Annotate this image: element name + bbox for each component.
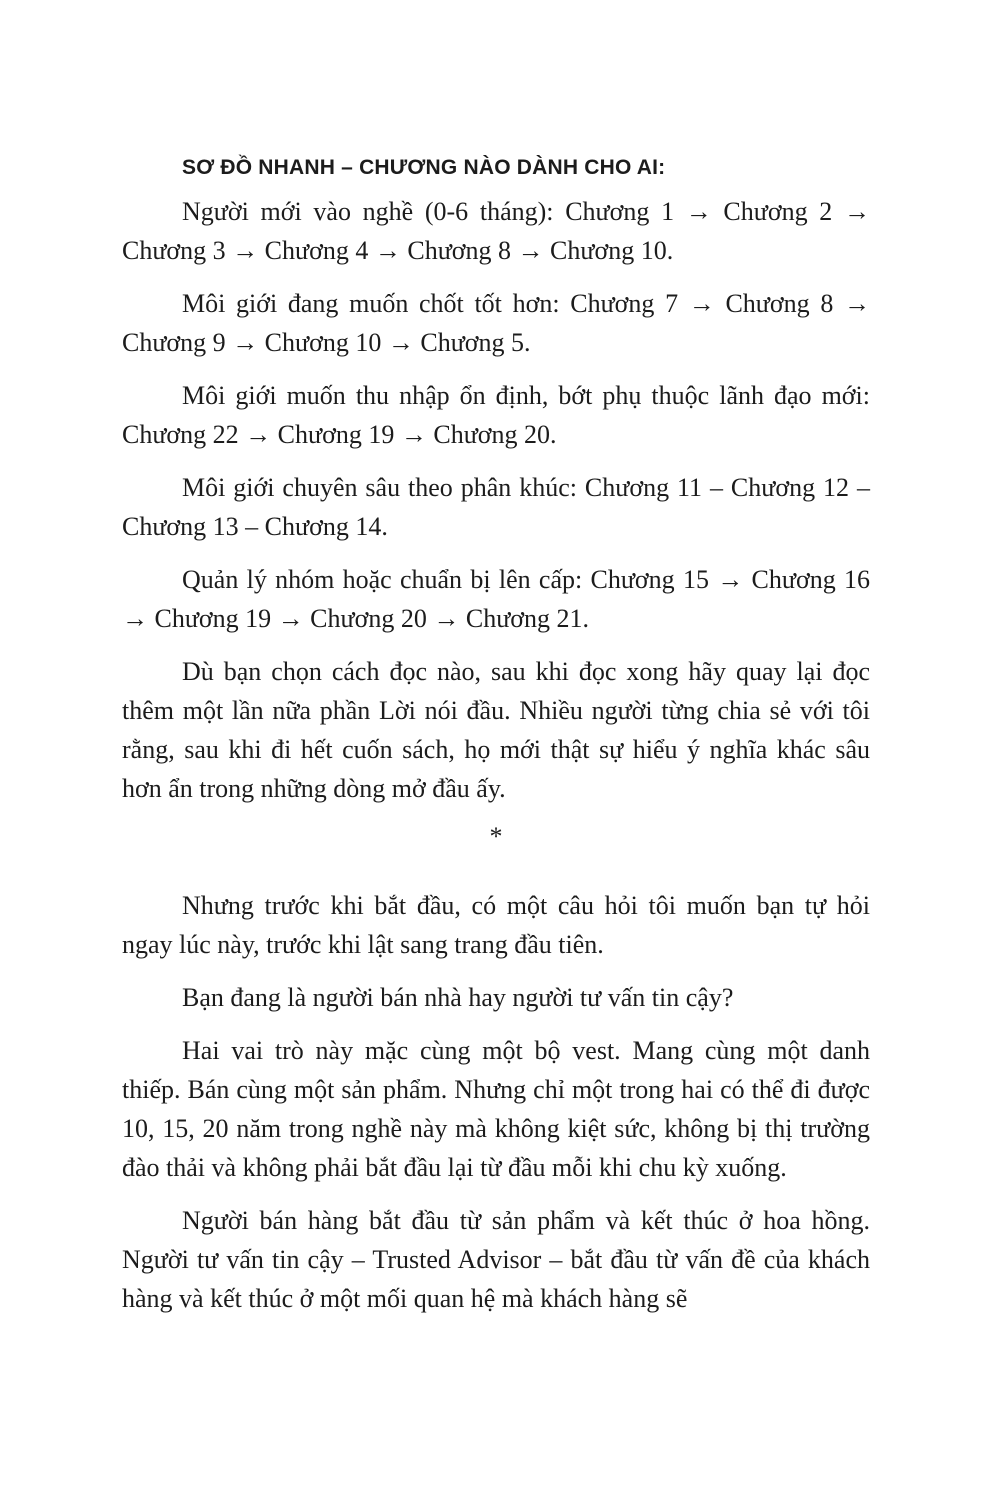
paragraph-newcomer-path: Người mới vào nghề (0-6 tháng): Chương 1 → Chương 2 → Chương 3 → Chương 4 → Chương 8 → Chương 10. bbox=[122, 197, 870, 265]
paragraph-manager-path: Quản lý nhóm hoặc chuẩn bị lên cấp: Chương 15 → Chương 16 → Chương 19 → Chương 20 → Chương 21. bbox=[122, 565, 870, 633]
section-heading: SƠ ĐỒ NHANH – CHƯƠNG NÀO DÀNH CHO AI: bbox=[182, 156, 666, 179]
paragraph-key-question: Bạn đang là người bán nhà hay người tư vấn tin cậy? bbox=[182, 983, 734, 1012]
section-separator: * bbox=[489, 822, 503, 851]
paragraph-trusted-advisor: Người bán hàng bắt đầu từ sản phẩm và kết thúc ở hoa hồng. Người tư vấn tin cậy – Trusted Advisor – bắt đầu từ vấn đề của khách hàng và kết thúc ở một mối quan hệ mà khách hàng sẽ bbox=[122, 1206, 870, 1313]
paragraph-reading-advice: Dù bạn chọn cách đọc nào, sau khi đọc xong hãy quay lại đọc thêm một lần nữa phần Lời nói đầu. Nhiều người từng chia sẻ với tôi rằng, sau khi đi hết cuốn sách, họ mới thật sự hiểu ý nghĩa khác sâu hơn ẩn trong những dòng mở đầu ấy. bbox=[122, 657, 870, 803]
page-text-block bbox=[122, 150, 870, 1332]
paragraph-stable-income-path: Môi giới muốn thu nhập ổn định, bớt phụ thuộc lãnh đạo mới: Chương 22 → Chương 19 → Chương 20. bbox=[122, 381, 870, 449]
paragraph-two-roles: Hai vai trò này mặc cùng một bộ vest. Mang cùng một danh thiếp. Bán cùng một sản phẩm. Nhưng chỉ một trong hai có thể đi được 10, 15, 20 năm trong nghề này mà không kiệt sức, không bị thị trường đào thải và không phải bắt đầu lại từ đầu mỗi khi chu kỳ xuống. bbox=[122, 1036, 870, 1182]
paragraph-segment-path: Môi giới chuyên sâu theo phân khúc: Chương 11 – Chương 12 – Chương 13 – Chương 14. bbox=[122, 473, 870, 541]
paragraph-question-intro: Nhưng trước khi bắt đầu, có một câu hỏi tôi muốn bạn tự hỏi ngay lúc này, trước khi lật sang trang đầu tiên. bbox=[122, 891, 870, 959]
paragraph-closing-path: Môi giới đang muốn chốt tốt hơn: Chương 7 → Chương 8 → Chương 9 → Chương 10 → Chương 5. bbox=[122, 289, 870, 357]
